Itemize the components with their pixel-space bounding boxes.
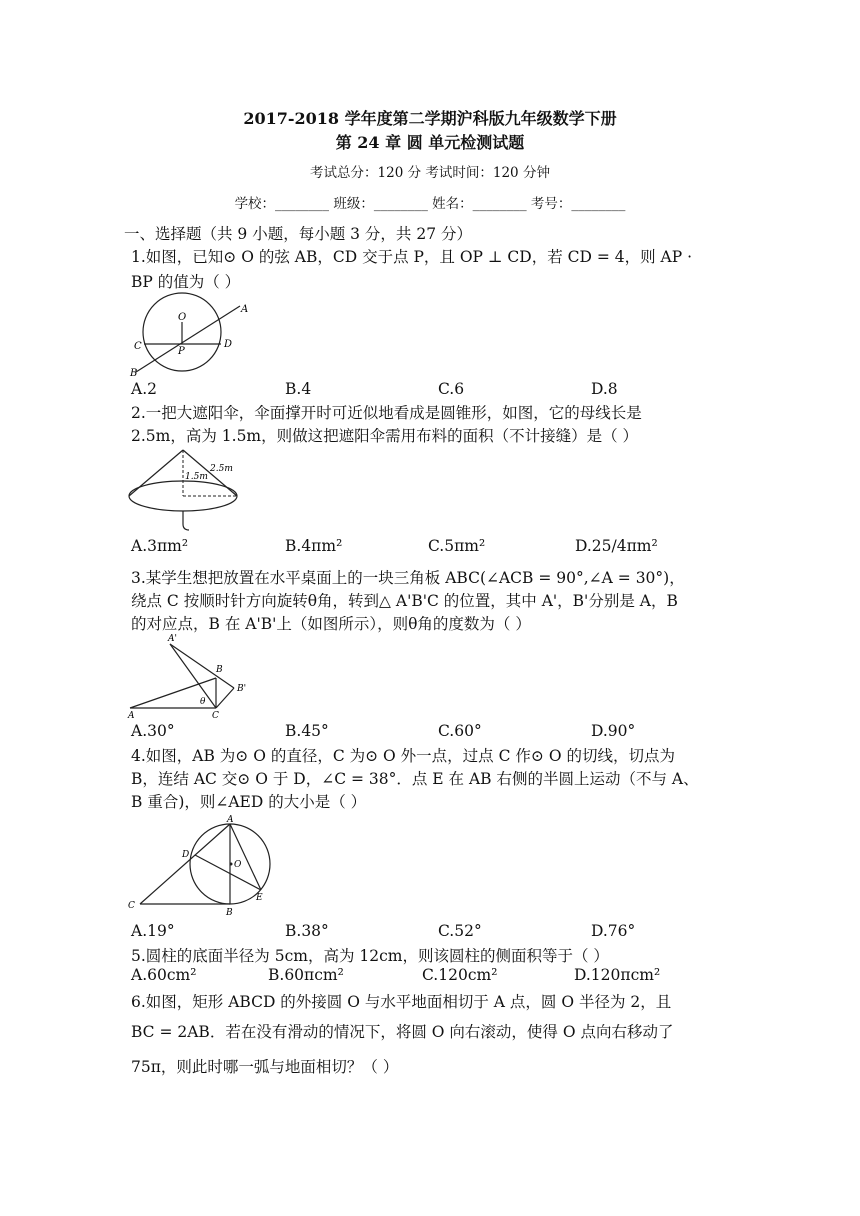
exam-info: 考试总分：120 分 考试时间：120 分钟 xyxy=(310,165,550,181)
q3-line-1: 3.某学生想把放置在水平桌面上的一块三角板 ABC(∠ACB = 90°,∠A = 30°)， xyxy=(131,569,685,587)
q1-line-1: 1.如图，已知⊙ O 的弦 AB，CD 交于点 P，且 OP ⊥ CD，若 CD = 4，则 AP · xyxy=(131,248,693,266)
q1-label-d: D xyxy=(224,339,233,350)
q1-option-c: C.6 xyxy=(438,380,465,398)
q1-label-b: B xyxy=(130,368,138,379)
q6-line-1: 6.如图，矩形 ABCD 的外接圆 O 与水平地面相切于 A 点，圆 O 半径为 2，且 xyxy=(131,993,672,1011)
q3-label-a-prime: A' xyxy=(168,634,177,644)
q2-option-d: D.25/4πm² xyxy=(575,537,658,555)
q3-option-c: C.60° xyxy=(438,722,482,740)
q4-option-d: D.76° xyxy=(591,922,636,940)
q2-option-b: B.4πm² xyxy=(285,537,343,555)
q4-label-b: B xyxy=(226,908,233,918)
q2-line-1: 2.一把大遮阳伞，伞面撑开时可近似地看成是圆锥形，如图，它的母线长是 xyxy=(131,404,642,422)
q1-line-2: BP 的值为（ ） xyxy=(131,273,241,291)
title-line-1: 2017-2018 学年度第二学期沪科版九年级数学下册 xyxy=(243,109,617,128)
q3-option-a: A.30° xyxy=(131,722,175,740)
q1-option-d: D.8 xyxy=(591,380,618,398)
q6-line-3: 75π，则此时哪一弧与地面相切？（ ） xyxy=(131,1058,399,1076)
q2-label-height: 1.5m xyxy=(185,472,208,482)
q3-line-3: 的对应点，B 在 A'B'上（如图所示），则θ角的度数为（ ） xyxy=(131,615,531,633)
q2-figure xyxy=(126,446,244,536)
q1-figure xyxy=(128,292,258,380)
q1-label-o: O xyxy=(178,312,187,323)
q3-figure xyxy=(126,632,258,720)
q5-option-a: A.60cm² xyxy=(131,966,197,984)
q4-option-c: C.52° xyxy=(438,922,482,940)
title-line-2: 第 24 章 圆 单元检测试题 xyxy=(335,133,525,152)
q4-line-1: 4.如图，AB 为⊙ O 的直径，C 为⊙ O 外一点，过点 C 作⊙ O 的切线，切点为 xyxy=(131,747,675,765)
q6-line-2: BC = 2AB．若在没有滑动的情况下，将圆 O 向右滚动，使得 O 点向右移动了 xyxy=(131,1023,674,1041)
q2-line-2: 2.5m，高为 1.5m，则做这把遮阳伞需用布料的面积（不计接缝）是（ ） xyxy=(131,427,639,445)
q4-label-a: A xyxy=(227,815,234,825)
q3-label-theta: θ xyxy=(200,697,206,707)
q5-option-b: B.60πcm² xyxy=(268,966,344,984)
q4-option-a: A.19° xyxy=(131,922,175,940)
q2-option-c: C.5πm² xyxy=(428,537,486,555)
q1-option-a: A.2 xyxy=(131,380,157,398)
student-fields: 学校：________ 班级：________ 姓名：________ 考号：________ xyxy=(234,196,626,212)
q3-label-b-prime: B' xyxy=(237,684,247,694)
q2-label-slant: 2.5m xyxy=(210,464,233,474)
q3-option-b: B.45° xyxy=(285,722,329,740)
q3-line-2: 绕点 C 按顺时针方向旋转θ角，转到△ A'B'C 的位置，其中 A'，B'分别是 A，B xyxy=(131,592,678,610)
q3-label-c: C xyxy=(212,711,219,720)
q4-label-c: C xyxy=(128,901,135,911)
q4-figure xyxy=(126,814,276,920)
q5-line-1: 5.圆柱的底面半径为 5cm，高为 12cm，则该圆柱的侧面积等于（ ） xyxy=(131,947,609,965)
q5-option-d: D.120πcm² xyxy=(574,966,661,984)
q5-option-c: C.120cm² xyxy=(422,966,498,984)
q4-label-o: O xyxy=(234,860,242,870)
q1-option-b: B.4 xyxy=(285,380,312,398)
q2-option-a: A.3πm² xyxy=(131,537,189,555)
q4-label-e: E xyxy=(256,893,263,903)
section-heading: 一、选择题（共 9 小题，每小题 3 分，共 27 分） xyxy=(124,225,473,243)
q3-option-d: D.90° xyxy=(591,722,636,740)
q4-line-2: B，连结 AC 交⊙ O 于 D，∠C = 38°．点 E 在 AB 右侧的半圆上运动（不与 A、 xyxy=(131,770,699,788)
q3-label-b: B xyxy=(216,665,223,675)
q1-label-p: P xyxy=(178,346,185,357)
q4-option-b: B.38° xyxy=(285,922,329,940)
q4-label-d: D xyxy=(182,850,190,860)
q1-label-c: C xyxy=(134,341,142,352)
q1-label-a: A xyxy=(241,304,249,315)
q3-label-a: A xyxy=(128,711,135,720)
q4-line-3: B 重合)，则∠AED 的大小是（ ） xyxy=(131,793,367,811)
